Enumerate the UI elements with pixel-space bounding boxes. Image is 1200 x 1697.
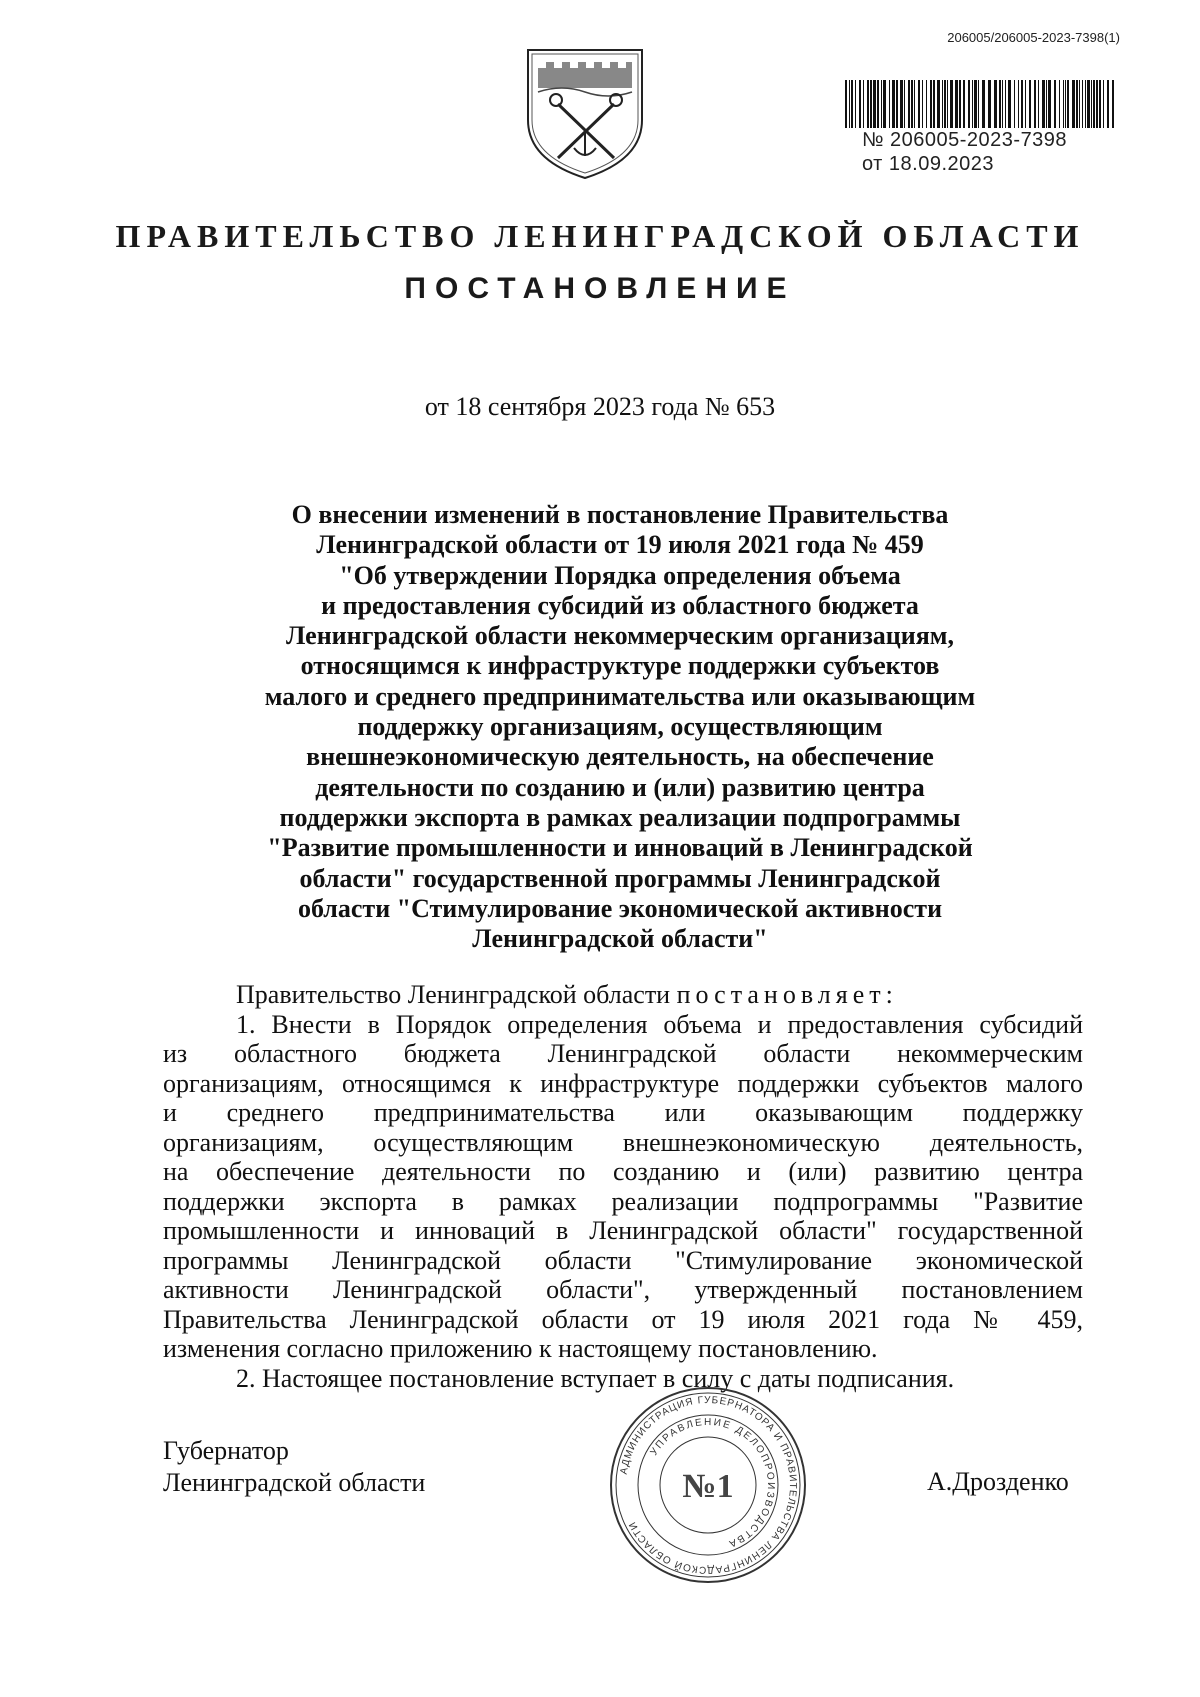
barcode-bar xyxy=(1008,80,1011,128)
barcode xyxy=(845,80,1115,128)
subject-line: "Развитие промышленности и инноваций в Ленинградской xyxy=(267,833,973,863)
barcode-bar xyxy=(911,80,913,128)
document-date-number: от 18 сентября 2023 года № 653 xyxy=(424,392,776,421)
barcode-bar xyxy=(963,80,965,128)
barcode-bar xyxy=(867,80,869,128)
barcode-bar xyxy=(900,80,903,128)
stamp-ring-text: АДМИНИСТРАЦИЯ ГУБЕРНАТОРА И ПРАВИТЕЛЬСТВА ЛЕНИНГРАДСКОЙ ОБЛАСТИ xyxy=(618,1394,799,1576)
barcode-bar xyxy=(1034,80,1036,128)
item1-line: программы Ленинградской области "Стимулирование экономической xyxy=(163,1245,1083,1275)
document-body xyxy=(163,980,1083,1393)
barcode-bar xyxy=(944,80,946,128)
subject-line: и предоставления субсидий из областного бюджета xyxy=(321,590,919,620)
item2-paragraph: 2. Настоящее постановление вступает в силу с даты подписания. xyxy=(236,1363,955,1393)
barcode-bar xyxy=(896,80,898,128)
barcode-bar xyxy=(982,80,985,128)
subject-line: Ленинградской области от 19 июля 2021 года № 459 xyxy=(316,530,924,560)
barcode-bar xyxy=(1065,80,1066,128)
stamp-inner-text: УПРАВЛЕНИЕ ДЕЛОПРОИЗВОДСТВА xyxy=(648,1416,777,1550)
barcode-bar xyxy=(889,80,890,128)
barcode-bar xyxy=(1079,80,1080,128)
subject-line: О внесении изменений в постановление Правительства xyxy=(291,500,949,529)
barcode-bar xyxy=(883,80,886,128)
item1-line: промышленности и инноваций в Ленинградской области" государственной xyxy=(163,1216,1083,1245)
item1-line: 1. Внести в Порядок определения объема и предоставления субсидий xyxy=(236,1009,1083,1039)
barcode-bar xyxy=(855,80,856,128)
barcode-bar xyxy=(1002,80,1003,128)
registration-date: от 18.09.2023 xyxy=(862,153,994,175)
barcode-bar xyxy=(904,80,905,128)
barcode-bar xyxy=(968,80,970,128)
barcode-bar xyxy=(881,80,882,128)
document-subject xyxy=(240,500,1000,954)
barcode-bar xyxy=(1042,80,1045,128)
subject-line: малого и среднего предпринимательства или оказывающим xyxy=(264,681,976,711)
registration-id-top: 206005/206005-2023-7398(1) xyxy=(947,30,1120,45)
barcode-bar xyxy=(947,80,948,128)
barcode-bar xyxy=(1025,80,1026,128)
item1-line: Правительства Ленинградской области от 19 июля 2021 года № 459, xyxy=(163,1304,1083,1334)
stamp-center-number: №1 xyxy=(682,1468,734,1505)
barcode-bar xyxy=(851,80,853,128)
barcode-bar xyxy=(1112,80,1114,128)
subject-line: области "Стимулирование экономической активности xyxy=(297,893,943,923)
barcode-bar xyxy=(1082,80,1083,128)
subject-line: "Об утверждении Порядка определения объема xyxy=(339,560,901,590)
subject-line: внешнеэкономическую деятельность, на обеспечение xyxy=(306,742,934,772)
barcode-bar xyxy=(978,80,979,128)
item1-line: и среднего предпринимательства или оказывающим поддержку xyxy=(163,1098,1083,1127)
barcode-bar xyxy=(955,80,958,128)
barcode-bar xyxy=(930,80,932,128)
barcode-bar xyxy=(959,80,961,128)
barcode-bar xyxy=(1076,80,1078,128)
barcode-bar xyxy=(999,80,1001,128)
barcode-bar xyxy=(1046,80,1047,128)
intro-paragraph xyxy=(163,980,1083,1010)
barcode-bar xyxy=(892,80,895,128)
barcode-bar xyxy=(974,80,977,128)
intro-verb: постановляет: xyxy=(676,980,898,1009)
barcode-bar xyxy=(914,80,915,128)
barcode-bar xyxy=(859,80,861,128)
barcode-bar xyxy=(1072,80,1075,128)
barcode-bar xyxy=(918,80,920,128)
barcode-bar xyxy=(908,80,910,128)
barcode-bar xyxy=(926,80,927,128)
barcode-bar xyxy=(1085,80,1086,128)
government-title: ПРАВИТЕЛЬСТВО ЛЕНИНГРАДСКОЙ ОБЛАСТИ xyxy=(115,218,1085,254)
subject-line: поддержку организациям, осуществляющим xyxy=(357,712,883,742)
official-stamp xyxy=(608,1385,808,1585)
item1-line: организациям, осуществляющим внешнеэкономическую деятельность, xyxy=(163,1127,1083,1157)
barcode-bar xyxy=(1067,80,1069,128)
barcode-bar xyxy=(994,80,997,128)
barcode-bar xyxy=(1099,80,1101,128)
barcode-bar xyxy=(849,80,850,128)
barcode-bar xyxy=(1093,80,1095,128)
barcode-bar xyxy=(1059,80,1060,128)
barcode-bar xyxy=(1091,80,1092,128)
signatory-name: А.Дрозденко xyxy=(927,1467,1069,1496)
barcode-bar xyxy=(877,80,879,128)
barcode-bar xyxy=(933,80,935,128)
barcode-bar xyxy=(870,80,872,128)
barcode-bar xyxy=(1014,80,1015,128)
barcode-bar xyxy=(1054,80,1056,128)
registration-number: № 206005-2023-7398 xyxy=(862,129,1068,151)
item1-line: активности Ленинградской области", утвержденный постановлением xyxy=(163,1275,1083,1304)
intro-prefix: Правительство Ленинградской области xyxy=(236,980,671,1009)
barcode-bar xyxy=(1096,80,1098,128)
barcode-bar xyxy=(950,80,953,128)
position-line: Губернатор xyxy=(163,1436,289,1465)
subject-line: поддержки экспорта в рамках реализации подпрограммы xyxy=(279,802,961,832)
position-line: Ленинградской области xyxy=(163,1468,426,1497)
coat-of-arms-icon xyxy=(522,40,648,180)
signatory-position xyxy=(163,1435,425,1499)
barcode-bar xyxy=(1063,80,1064,128)
subject-line: области" государственной программы Ленинградской xyxy=(299,863,941,893)
barcode-bar xyxy=(1029,80,1031,128)
barcode-bar xyxy=(1087,80,1090,128)
item1-line: поддержки экспорта в рамках реализации подпрограммы "Развитие xyxy=(163,1186,1083,1216)
barcode-bar xyxy=(845,80,847,128)
subject-line: деятельности по созданию и (или) развитию центра xyxy=(315,772,925,802)
barcode-bar xyxy=(863,80,864,128)
barcode-bar xyxy=(988,80,991,128)
barcode-bar xyxy=(1038,80,1039,128)
barcode-bar xyxy=(922,80,923,128)
subject-line: Ленинградской области" xyxy=(472,924,768,954)
barcode-bar xyxy=(873,80,876,128)
subject-line: относящимся к инфраструктуре поддержки субъектов xyxy=(300,651,940,681)
barcode-bar xyxy=(942,80,943,128)
barcode-bar xyxy=(1005,80,1006,128)
item1-line: организациям, относящимся к инфраструктуре поддержки субъектов малого xyxy=(163,1068,1083,1098)
barcode-bar xyxy=(937,80,940,128)
document-type: ПОСТАНОВЛЕНИЕ xyxy=(404,272,796,305)
registration-stamp xyxy=(862,128,1067,176)
barcode-bar xyxy=(972,80,973,128)
barcode-bar xyxy=(1103,80,1104,128)
barcode-bar xyxy=(1048,80,1051,128)
barcode-bar xyxy=(1018,80,1019,128)
barcode-bar xyxy=(1107,80,1109,128)
subject-line: Ленинградской области некоммерческим организациям, xyxy=(285,621,955,651)
item1-line: на обеспечение деятельности по созданию и (или) развитию центра xyxy=(163,1157,1083,1186)
item1-line: из областного бюджета Ленинградской области некоммерческим xyxy=(163,1039,1083,1068)
barcode-bar xyxy=(1021,80,1023,128)
item1-line: изменения согласно приложению к настоящему постановлению. xyxy=(163,1334,878,1363)
